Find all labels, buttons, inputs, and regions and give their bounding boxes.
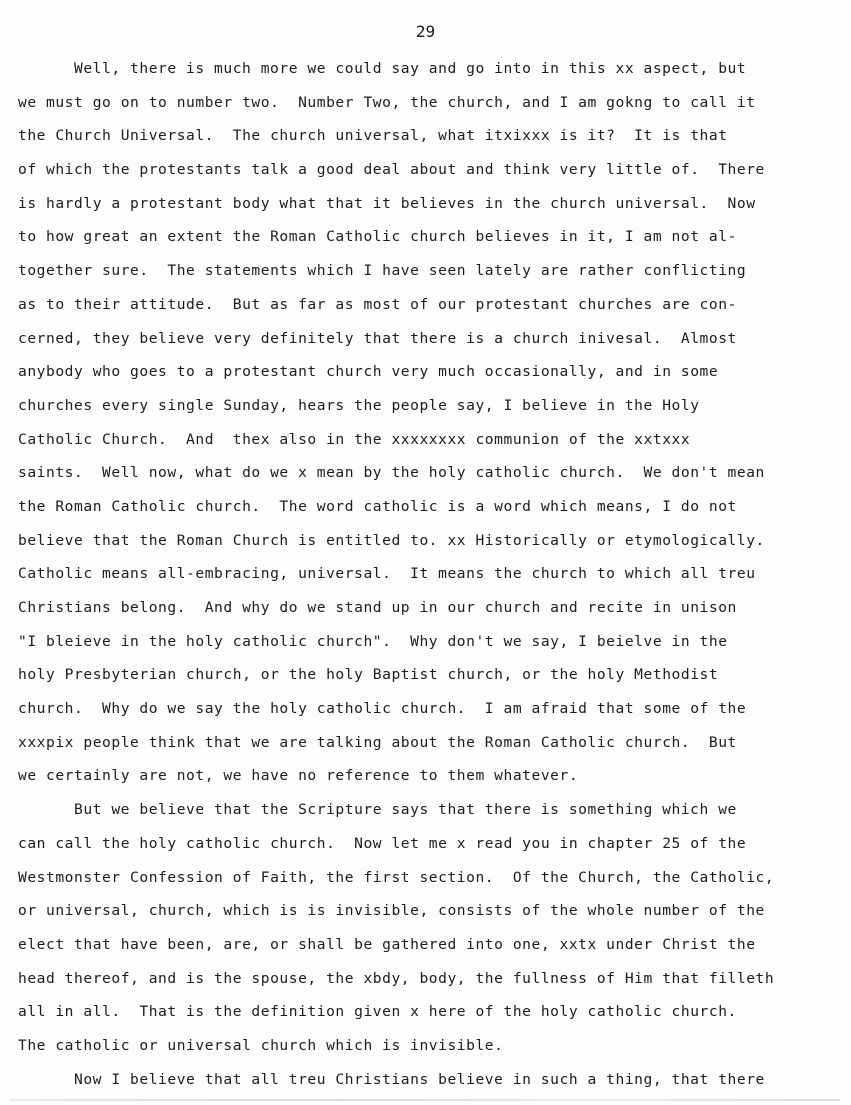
text-line: holy Presbyterian church, or the holy Baptist church, or the holy Methodist — [18, 666, 719, 684]
text-line: church. Why do we say the holy catholic church. I am afraid that some of the — [18, 700, 747, 718]
text-line: saints. Well now, what do we x mean by the holy catholic church. We don't mean — [18, 464, 765, 482]
text-line: elect that have been, are, or shall be gathered into one, xxtx under Christ the — [18, 935, 756, 953]
text-line: Well, there is much more we could say and go into in this xx aspect, but — [74, 60, 747, 77]
text-line: as to their attitude. But as far as most of our protestant churches are con- — [18, 295, 737, 313]
text-line: we certainly are not, we have no reference to them whatever. — [18, 767, 579, 785]
text-line: Catholic means all-embracing, universal. It means the church to which all treu — [18, 565, 756, 583]
text-line: Christians belong. And why do we stand up in our church and recite in unison — [18, 599, 737, 616]
text-line: can call the holy catholic church. Now let me x read you in chapter 25 of the — [18, 834, 747, 852]
text-line: the Roman Catholic church. The word catholic is a word which means, I do not — [18, 497, 737, 515]
text-line: of which the protestants talk a good deal about and think very little of. There — [18, 161, 765, 179]
text-line: churches every single Sunday, hears the people say, I believe in the Holy — [18, 396, 700, 414]
text-line: "I bleieve in the holy catholic church". Why don't we say, I beielve in the — [18, 632, 728, 650]
text-line: to how great an extent the Roman Catholic church believes in it, I am not al- — [18, 228, 737, 246]
text-line: or universal, church, which is is invisible, consists of the whole number of the — [18, 902, 765, 920]
text-line: anybody who goes to a protestant church very much occasionally, and in some — [18, 363, 719, 381]
text-line: Now I believe that all treu Christians believe in such a thing, that there — [74, 1070, 765, 1088]
text-line: But we believe that the Scripture says that there is something which we — [74, 801, 737, 819]
page-number: 29 — [415, 22, 436, 41]
text-line: cerned, they believe very definitely that there is a church inivesal. Almost — [18, 329, 737, 347]
text-line: is hardly a protestant body what that it believes in the church universal. Now — [18, 194, 756, 212]
text-line: The catholic or universal church which is invisible. — [18, 1036, 504, 1054]
text-line: all in all. That is the definition given x here of the holy catholic church. — [18, 1003, 737, 1021]
bottom-edge-smudge — [10, 1099, 840, 1101]
text-line: Westmonster Confession of Faith, the first section. Of the Church, the Catholic, — [18, 868, 775, 886]
text-line: xxxpix people think that we are talking about the Roman Catholic church. But — [18, 733, 737, 751]
text-line: head thereof, and is the spouse, the xbdy, body, the fullness of Him that filleth — [18, 969, 775, 987]
body-text — [18, 58, 848, 1102]
text-line: we must go on to number two. Number Two, the church, and I am gokng to call it — [18, 93, 756, 111]
text-line: Catholic Church. And thex also in the xxxxxxxx communion of the xxtxxx — [18, 430, 691, 448]
text-line: the Church Universal. The church universal, what itxixxx is it? It is that — [18, 127, 728, 145]
text-line: believe that the Roman Church is entitled to. xx Historically or etymologically. — [18, 531, 765, 549]
text-line: together sure. The statements which I have seen lately are rather conflicting — [18, 262, 747, 280]
